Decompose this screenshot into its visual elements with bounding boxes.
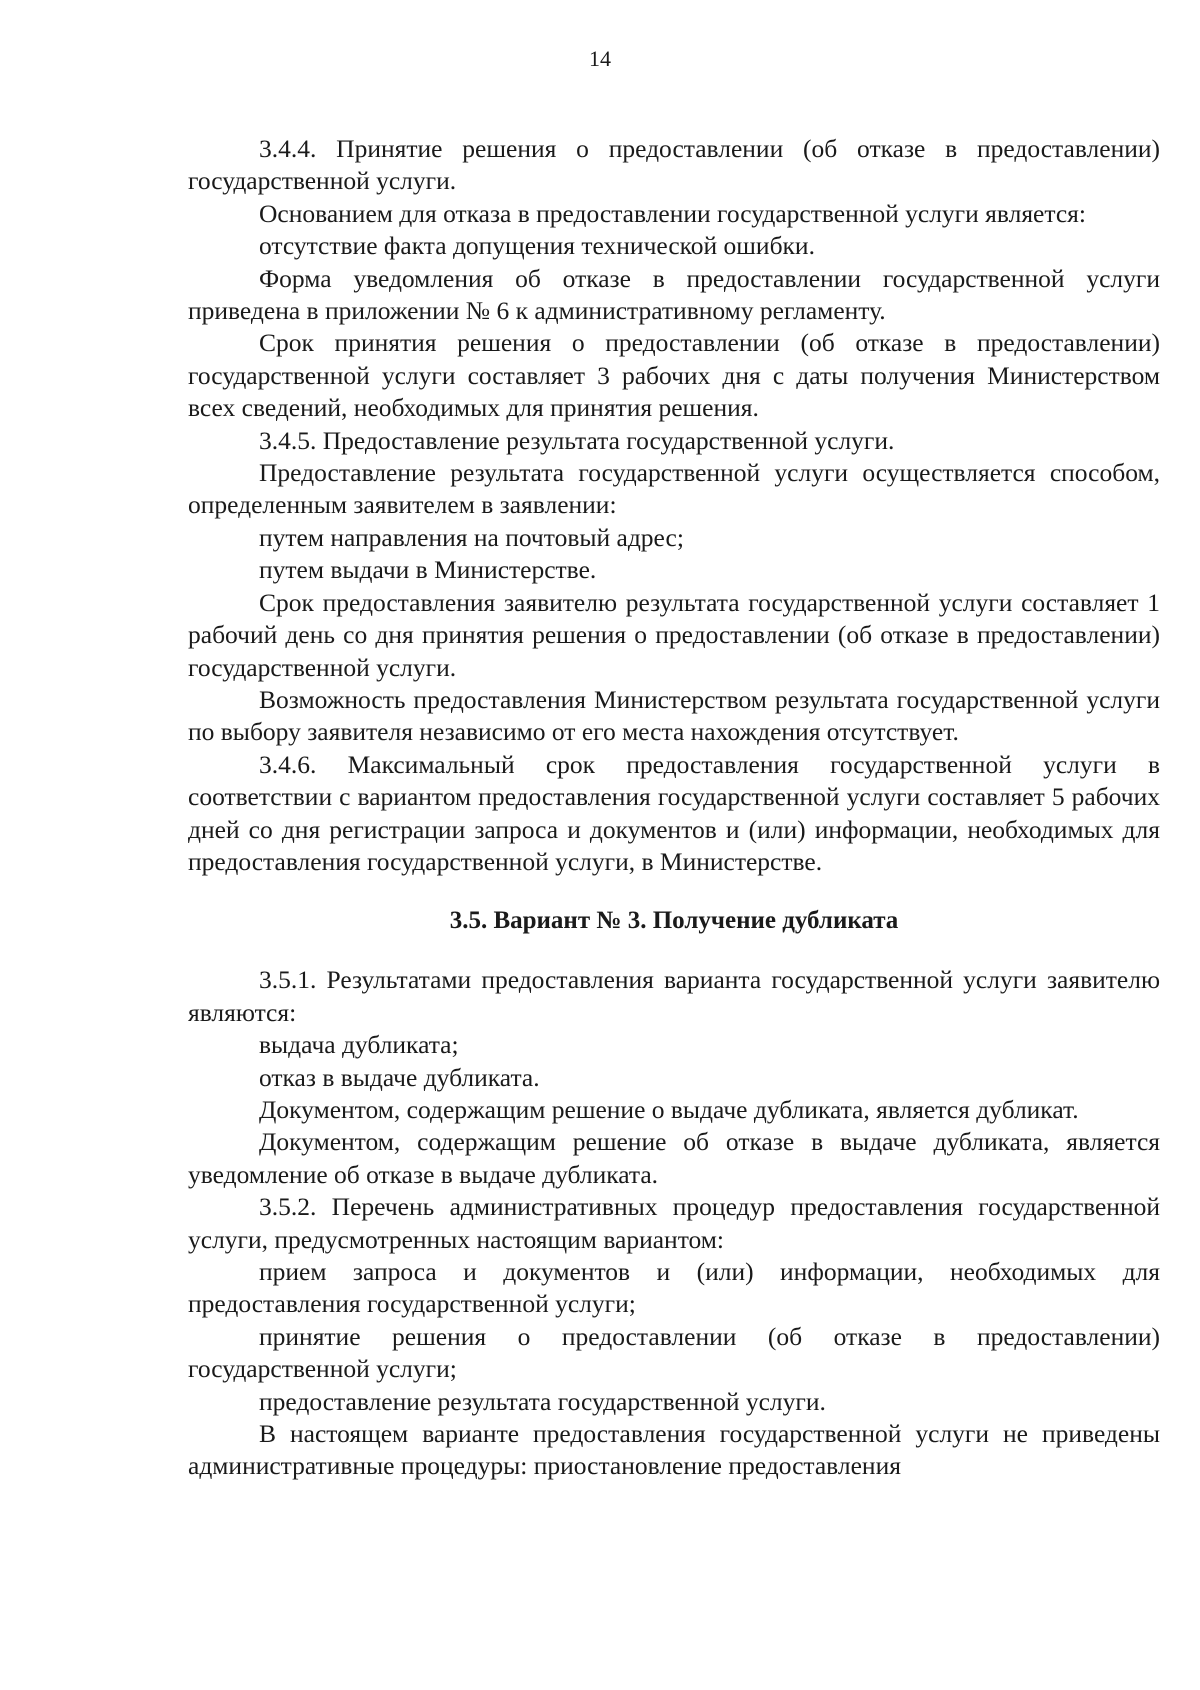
paragraph: 3.4.4. Принятие решения о предоставлении (об отказе в предоставлении) государственной услуги. bbox=[188, 134, 1160, 196]
paragraph: Срок принятия решения о предоставлении (об отказе в предоставлении) государственной услуги составляет 3 рабочих дня с даты получения Министерством всех сведений, необходимых для принятия решения. bbox=[188, 328, 1160, 423]
paragraph: В настоящем варианте предоставления государственной услуги не приведены административные процедуры: приостановление предоставления bbox=[188, 1419, 1160, 1481]
paragraph: путем направления на почтовый адрес; bbox=[259, 522, 684, 552]
paragraph: Возможность предоставления Министерством результата государственной услуги по выбору заявителя независимо от его места нахождения отсутствует. bbox=[188, 684, 1160, 747]
paragraph: Основанием для отказа в предоставлении государственной услуги является: bbox=[259, 198, 1086, 228]
document-body bbox=[188, 133, 1160, 1483]
paragraph: 3.4.6. Максимальный срок предоставления государственной услуги в соответствии с вариантом предоставления государственной услуги составляет 5 рабочих дней со дня регистрации запроса и документов и (или) информации, необходимых для предоставления государственной услуги, в Министерстве. bbox=[188, 749, 1160, 876]
paragraph: Форма уведомления об отказе в предоставлении государственной услуги приведена в приложении № 6 к административному регламенту. bbox=[188, 263, 1160, 326]
paragraph: Документом, содержащим решение о выдаче дубликата, является дубликат. bbox=[259, 1094, 1079, 1124]
paragraph: Предоставление результата государственной услуги осуществляется способом, определенным заявителем в заявлении: bbox=[188, 458, 1160, 520]
page-number: 14 bbox=[589, 46, 611, 71]
paragraph: прием запроса и документов и (или) информации, необходимых для предоставления государственной услуги; bbox=[188, 1257, 1160, 1319]
paragraph: отказ в выдаче дубликата. bbox=[259, 1062, 540, 1092]
paragraph: Срок предоставления заявителю результата государственной услуги составляет 1 рабочий день со дня принятия решения о предоставлении (об отказе в предоставлении) государственной услуги. bbox=[188, 587, 1160, 682]
paragraph: 3.5.2. Перечень административных процедур предоставления государственной услуги, предусмотренных настоящим вариантом: bbox=[188, 1192, 1160, 1254]
paragraph: отсутствие факта допущения технической ошибки. bbox=[259, 231, 815, 261]
paragraph: предоставление результата государственной услуги. bbox=[259, 1386, 826, 1416]
paragraph: 3.5.1. Результатами предоставления варианта государственной услуги заявителю являются: bbox=[188, 965, 1160, 1027]
section-heading: 3.5. Вариант № 3. Получение дубликата bbox=[449, 907, 899, 935]
paragraph: принятие решения о предоставлении (об отказе в предоставлении) государственной услуги; bbox=[188, 1321, 1160, 1384]
paragraph: путем выдачи в Министерстве. bbox=[259, 555, 597, 585]
paragraph: выдача дубликата; bbox=[259, 1030, 459, 1060]
paragraph: Документом, содержащим решение об отказе в выдаче дубликата, является уведомление об отказе в выдаче дубликата. bbox=[188, 1127, 1160, 1189]
paragraph: 3.4.5. Предоставление результата государственной услуги. bbox=[259, 425, 895, 455]
